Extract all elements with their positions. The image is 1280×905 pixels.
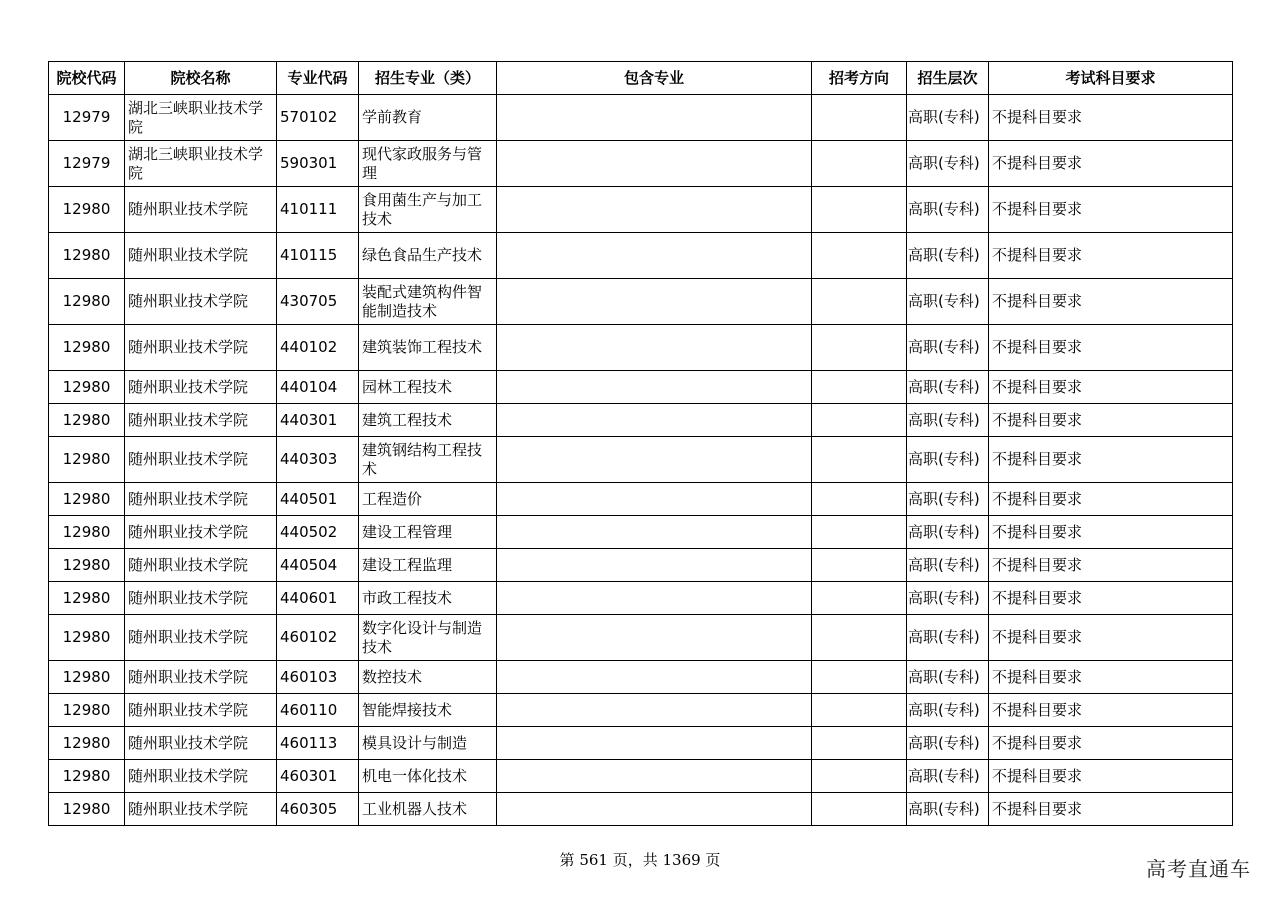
cell-school-name: 湖北三峡职业技术学院	[125, 95, 277, 141]
cell-major: 绿色食品生产技术	[359, 233, 497, 279]
cell-school-code: 12980	[49, 437, 125, 483]
cell-school-code: 12979	[49, 141, 125, 187]
table-row	[49, 549, 1233, 582]
cell-major-code: 440102	[277, 325, 359, 371]
header-row	[49, 62, 1233, 95]
cell-school-name: 随州职业技术学院	[125, 279, 277, 325]
cell-direction	[812, 549, 907, 582]
table-row	[49, 694, 1233, 727]
cell-school-code: 12980	[49, 187, 125, 233]
cell-direction	[812, 187, 907, 233]
cell-major-code: 430705	[277, 279, 359, 325]
table-row	[49, 371, 1233, 404]
cell-includes	[497, 661, 812, 694]
cell-requirement: 不提科目要求	[989, 661, 1233, 694]
cell-direction	[812, 95, 907, 141]
cell-requirement: 不提科目要求	[989, 437, 1233, 483]
table-row	[49, 516, 1233, 549]
cell-major: 建筑装饰工程技术	[359, 325, 497, 371]
cell-major-code: 460103	[277, 661, 359, 694]
cell-school-code: 12980	[49, 760, 125, 793]
cell-requirement: 不提科目要求	[989, 233, 1233, 279]
cell-major: 建设工程监理	[359, 549, 497, 582]
cell-requirement: 不提科目要求	[989, 582, 1233, 615]
cell-school-name: 随州职业技术学院	[125, 325, 277, 371]
cell-includes	[497, 95, 812, 141]
cell-major-code: 570102	[277, 95, 359, 141]
cell-school-name: 随州职业技术学院	[125, 549, 277, 582]
cell-major-code: 440104	[277, 371, 359, 404]
cell-includes	[497, 760, 812, 793]
cell-level: 高职(专科)	[907, 793, 989, 826]
cell-school-code: 12980	[49, 727, 125, 760]
cell-level: 高职(专科)	[907, 516, 989, 549]
cell-direction	[812, 727, 907, 760]
cell-level: 高职(专科)	[907, 615, 989, 661]
cell-includes	[497, 727, 812, 760]
cell-school-name: 随州职业技术学院	[125, 233, 277, 279]
cell-major-code: 460305	[277, 793, 359, 826]
cell-level: 高职(专科)	[907, 694, 989, 727]
cell-requirement: 不提科目要求	[989, 325, 1233, 371]
cell-level: 高职(专科)	[907, 95, 989, 141]
cell-direction	[812, 141, 907, 187]
cell-level: 高职(专科)	[907, 141, 989, 187]
cell-level: 高职(专科)	[907, 371, 989, 404]
cell-school-code: 12979	[49, 95, 125, 141]
cell-major: 学前教育	[359, 95, 497, 141]
header-direction: 招考方向	[812, 62, 907, 95]
cell-requirement: 不提科目要求	[989, 279, 1233, 325]
cell-includes	[497, 279, 812, 325]
cell-major: 建筑工程技术	[359, 404, 497, 437]
cell-includes	[497, 483, 812, 516]
cell-requirement: 不提科目要求	[989, 516, 1233, 549]
cell-school-name: 随州职业技术学院	[125, 694, 277, 727]
header-level: 招生层次	[907, 62, 989, 95]
cell-school-name: 随州职业技术学院	[125, 661, 277, 694]
cell-major-code: 460110	[277, 694, 359, 727]
cell-level: 高职(专科)	[907, 404, 989, 437]
cell-school-code: 12980	[49, 694, 125, 727]
cell-major: 机电一体化技术	[359, 760, 497, 793]
cell-school-name: 随州职业技术学院	[125, 582, 277, 615]
cell-major: 数字化设计与制造技术	[359, 615, 497, 661]
table-row	[49, 483, 1233, 516]
table-row	[49, 661, 1233, 694]
cell-school-name: 随州职业技术学院	[125, 483, 277, 516]
cell-major: 市政工程技术	[359, 582, 497, 615]
header-includes: 包含专业	[497, 62, 812, 95]
cell-includes	[497, 187, 812, 233]
cell-school-name: 随州职业技术学院	[125, 727, 277, 760]
table-row	[49, 760, 1233, 793]
header-school-name: 院校名称	[125, 62, 277, 95]
cell-level: 高职(专科)	[907, 437, 989, 483]
cell-includes	[497, 793, 812, 826]
cell-school-code: 12980	[49, 516, 125, 549]
cell-level: 高职(专科)	[907, 325, 989, 371]
header-major-code: 专业代码	[277, 62, 359, 95]
table-row	[49, 141, 1233, 187]
cell-direction	[812, 279, 907, 325]
cell-includes	[497, 371, 812, 404]
cell-major: 建筑钢结构工程技术	[359, 437, 497, 483]
cell-level: 高职(专科)	[907, 233, 989, 279]
cell-major-code: 590301	[277, 141, 359, 187]
header-major: 招生专业（类）	[359, 62, 497, 95]
table-row	[49, 615, 1233, 661]
header-requirement: 考试科目要求	[989, 62, 1233, 95]
cell-includes	[497, 404, 812, 437]
table-row	[49, 404, 1233, 437]
cell-school-code: 12980	[49, 615, 125, 661]
cell-major-code: 440303	[277, 437, 359, 483]
table-row	[49, 437, 1233, 483]
cell-school-code: 12980	[49, 233, 125, 279]
cell-major: 工程造价	[359, 483, 497, 516]
cell-requirement: 不提科目要求	[989, 549, 1233, 582]
cell-direction	[812, 760, 907, 793]
cell-level: 高职(专科)	[907, 727, 989, 760]
cell-level: 高职(专科)	[907, 760, 989, 793]
table-row	[49, 279, 1233, 325]
cell-school-code: 12980	[49, 793, 125, 826]
cell-major-code: 460113	[277, 727, 359, 760]
cell-major-code: 440301	[277, 404, 359, 437]
cell-includes	[497, 582, 812, 615]
cell-requirement: 不提科目要求	[989, 483, 1233, 516]
cell-direction	[812, 661, 907, 694]
table-row	[49, 187, 1233, 233]
cell-direction	[812, 793, 907, 826]
table-row	[49, 325, 1233, 371]
cell-school-name: 随州职业技术学院	[125, 793, 277, 826]
table-row	[49, 95, 1233, 141]
cell-direction	[812, 582, 907, 615]
cell-school-code: 12980	[49, 279, 125, 325]
table-row	[49, 793, 1233, 826]
cell-level: 高职(专科)	[907, 483, 989, 516]
cell-requirement: 不提科目要求	[989, 760, 1233, 793]
cell-direction	[812, 483, 907, 516]
table-body	[49, 95, 1233, 826]
cell-direction	[812, 516, 907, 549]
cell-major-code: 410115	[277, 233, 359, 279]
cell-major: 建设工程管理	[359, 516, 497, 549]
cell-level: 高职(专科)	[907, 661, 989, 694]
cell-requirement: 不提科目要求	[989, 694, 1233, 727]
cell-direction	[812, 694, 907, 727]
cell-school-code: 12980	[49, 404, 125, 437]
cell-major: 数控技术	[359, 661, 497, 694]
cell-major: 装配式建筑构件智能制造技术	[359, 279, 497, 325]
cell-includes	[497, 615, 812, 661]
cell-includes	[497, 325, 812, 371]
cell-requirement: 不提科目要求	[989, 95, 1233, 141]
cell-requirement: 不提科目要求	[989, 404, 1233, 437]
cell-major: 现代家政服务与管理	[359, 141, 497, 187]
cell-includes	[497, 141, 812, 187]
cell-requirement: 不提科目要求	[989, 793, 1233, 826]
cell-direction	[812, 233, 907, 279]
cell-direction	[812, 615, 907, 661]
cell-requirement: 不提科目要求	[989, 187, 1233, 233]
cell-school-code: 12980	[49, 582, 125, 615]
watermark: 高考直通车	[1146, 857, 1251, 881]
header-school-code: 院校代码	[49, 62, 125, 95]
cell-level: 高职(专科)	[907, 279, 989, 325]
cell-school-name: 随州职业技术学院	[125, 760, 277, 793]
cell-includes	[497, 233, 812, 279]
cell-school-code: 12980	[49, 371, 125, 404]
cell-requirement: 不提科目要求	[989, 615, 1233, 661]
cell-level: 高职(专科)	[907, 187, 989, 233]
cell-school-code: 12980	[49, 325, 125, 371]
cell-major-code: 410111	[277, 187, 359, 233]
cell-includes	[497, 549, 812, 582]
page-number: 第 561 页，共 1369 页	[559, 851, 721, 869]
cell-major: 园林工程技术	[359, 371, 497, 404]
table-header	[49, 62, 1233, 95]
cell-school-name: 湖北三峡职业技术学院	[125, 141, 277, 187]
cell-includes	[497, 694, 812, 727]
cell-school-name: 随州职业技术学院	[125, 187, 277, 233]
cell-major: 工业机器人技术	[359, 793, 497, 826]
cell-school-code: 12980	[49, 483, 125, 516]
cell-school-code: 12980	[49, 661, 125, 694]
cell-school-name: 随州职业技术学院	[125, 404, 277, 437]
cell-includes	[497, 437, 812, 483]
cell-level: 高职(专科)	[907, 549, 989, 582]
cell-direction	[812, 404, 907, 437]
cell-major: 食用菌生产与加工技术	[359, 187, 497, 233]
cell-major: 智能焊接技术	[359, 694, 497, 727]
table-row	[49, 582, 1233, 615]
cell-requirement: 不提科目要求	[989, 141, 1233, 187]
cell-school-name: 随州职业技术学院	[125, 371, 277, 404]
cell-school-code: 12980	[49, 549, 125, 582]
cell-direction	[812, 371, 907, 404]
cell-major-code: 460301	[277, 760, 359, 793]
cell-school-name: 随州职业技术学院	[125, 615, 277, 661]
cell-major-code: 440502	[277, 516, 359, 549]
cell-level: 高职(专科)	[907, 582, 989, 615]
table-row	[49, 727, 1233, 760]
cell-school-name: 随州职业技术学院	[125, 437, 277, 483]
cell-major-code: 440501	[277, 483, 359, 516]
cell-requirement: 不提科目要求	[989, 371, 1233, 404]
cell-major-code: 440601	[277, 582, 359, 615]
cell-school-name: 随州职业技术学院	[125, 516, 277, 549]
cell-major-code: 460102	[277, 615, 359, 661]
cell-major-code: 440504	[277, 549, 359, 582]
cell-requirement: 不提科目要求	[989, 727, 1233, 760]
admissions-table	[48, 61, 1233, 826]
cell-direction	[812, 325, 907, 371]
table-row	[49, 233, 1233, 279]
cell-includes	[497, 516, 812, 549]
cell-major: 模具设计与制造	[359, 727, 497, 760]
cell-direction	[812, 437, 907, 483]
